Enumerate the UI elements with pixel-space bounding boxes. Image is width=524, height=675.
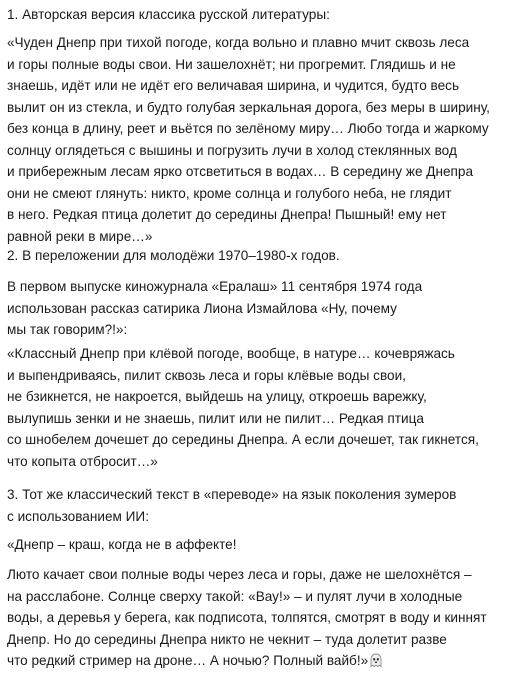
section-2-heading xyxy=(7,245,340,267)
text-line: с использованием ИИ: xyxy=(7,508,149,524)
last-text-line xyxy=(7,650,487,672)
text-line: вылит он из стекла, и будто голубая зеркальная дорога, без меры в ширину, xyxy=(7,99,490,115)
text-line: что копыта отбросит…» xyxy=(7,453,158,469)
text-line: В первом выпуске киножурнала «Ералаш» 11 сентября 1974 года xyxy=(7,279,423,294)
text-line: и горы полные воды свои. Ни зашелохнёт; ни прогремит. Глядишь и не xyxy=(7,56,456,72)
ghost-icon xyxy=(369,653,383,668)
text-line-content: что редкий стример на дроне… А ночью? Полный вайб!» xyxy=(7,653,369,668)
text-line: «Классный Днепр при клёвой погоде, вообще, в натуре… кочевряжась xyxy=(7,346,455,361)
text-line: 2. В переложении для молодёжи 1970–1980-х годов. xyxy=(7,248,340,263)
text-line: мы так говорим?!»: xyxy=(7,322,128,337)
text-line: использован рассказ сатирика Лиона Измайлова «Ну, почему xyxy=(7,300,397,316)
section-1-heading xyxy=(7,4,330,26)
text-line: они не смеют глянуть: никто, кроме солнца и голубого неба, не глядит xyxy=(7,185,452,201)
section-3-quote-open xyxy=(7,534,237,556)
text-line: «Днепр – краш, когда не в аффекте! xyxy=(7,537,237,552)
section-2-quote xyxy=(7,343,479,472)
text-line: на расслабоне. Солнце сверху такой: «Вау!» – и пулят лучи в холодные xyxy=(7,588,463,604)
section-1-quote xyxy=(7,32,490,247)
section-3-body xyxy=(7,564,487,672)
text-line: в него. Редкая птица долетит до середины Днепра! Пышный! ему нет xyxy=(7,207,447,222)
text-line: 3. Тот же классический текст в «переводе» на язык поколения зумеров xyxy=(7,487,457,502)
text-line: со шнобелем дочешет до середины Днепра. А если дочешет, так гикнется, xyxy=(7,432,479,447)
section-3-heading xyxy=(7,484,456,527)
text-line: «Чуден Днепр при тихой погоде, когда вольно и плавно мчит сквозь леса xyxy=(7,35,470,50)
text-line: знаешь, идёт или не идёт его величавая ширина, и чудится, будто весь xyxy=(7,78,460,93)
text-line: без конца в длину, реет и вьётся по зелёному миру… Любо тогда и жаркому xyxy=(7,121,489,136)
text-line: и выпендриваясь, пилит сквозь леса и горы клёвые воды свои, xyxy=(7,367,406,383)
text-line: Днепр. Но до середины Днепра никто не чекнит – туда долетит разве xyxy=(7,631,447,647)
text-line: воды, а деревья у берега, как подписота, толпятся, смотрят в воду и киннят xyxy=(7,610,487,625)
section-2-intro xyxy=(7,276,422,341)
text-line: не бзикнется, не накроется, выйдешь на улицу, откроешь варежку, xyxy=(7,389,427,404)
text-line: Люто качает свои полные воды через леса и горы, даже не шелохнётся – xyxy=(7,567,472,582)
text-line: 1. Авторская версия классика русской литературы: xyxy=(7,7,330,22)
text-line: и прибережным лесам ярко отсветиться в водах… В середину же Днепра xyxy=(7,164,474,179)
text-line: равной реки в мире…» xyxy=(7,228,153,244)
text-line: солнцу оглядеться с вышины и погрузить лучи в холод стеклянных вод xyxy=(7,142,457,158)
text-line: вылупишь зенки и не знаешь, пилит или не пилит… Редкая птица xyxy=(7,410,424,426)
